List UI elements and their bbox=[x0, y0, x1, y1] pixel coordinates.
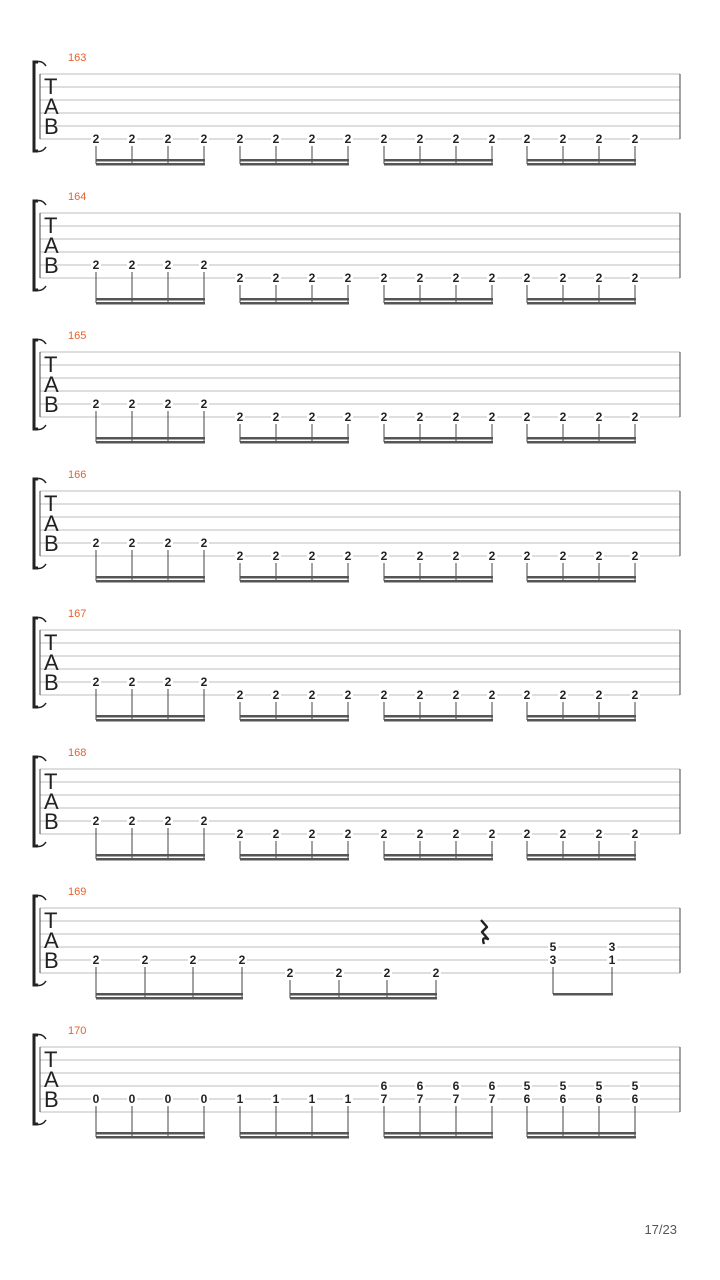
beam bbox=[527, 159, 636, 162]
beam bbox=[527, 715, 636, 718]
fret-number: 6 bbox=[380, 1079, 388, 1093]
fret-number: 2 bbox=[236, 688, 244, 702]
measure-number: 170 bbox=[68, 1025, 87, 1037]
fret-number: 7 bbox=[452, 1092, 460, 1106]
beam bbox=[240, 437, 349, 440]
bracket-hook-bottom bbox=[36, 147, 46, 152]
beam-secondary bbox=[527, 163, 636, 166]
fret-number: 2 bbox=[200, 814, 208, 828]
beam bbox=[240, 298, 349, 301]
fret-number: 2 bbox=[200, 132, 208, 146]
beam-secondary bbox=[527, 441, 636, 444]
beam bbox=[384, 1132, 493, 1135]
beam bbox=[384, 854, 493, 857]
beam-secondary bbox=[96, 997, 243, 1000]
tab-letter-a: A bbox=[44, 511, 59, 536]
fret-number: 2 bbox=[595, 549, 603, 563]
beam bbox=[96, 159, 205, 162]
bracket-hook-top bbox=[36, 757, 46, 762]
beam bbox=[240, 576, 349, 579]
beam bbox=[384, 715, 493, 718]
fret-number: 2 bbox=[238, 953, 246, 967]
fret-number: 2 bbox=[128, 258, 136, 272]
system-bracket bbox=[34, 62, 38, 151]
fret-number: 2 bbox=[383, 966, 391, 980]
beam bbox=[290, 993, 437, 996]
fret-number: 2 bbox=[416, 410, 424, 424]
beam bbox=[96, 298, 205, 301]
fret-number: 6 bbox=[523, 1092, 531, 1106]
fret-number: 2 bbox=[416, 688, 424, 702]
tab-letter-a: A bbox=[44, 789, 59, 814]
beam bbox=[384, 159, 493, 162]
fret-number: 2 bbox=[92, 675, 100, 689]
fret-number: 2 bbox=[523, 410, 531, 424]
beam bbox=[527, 1132, 636, 1135]
fret-number: 7 bbox=[416, 1092, 424, 1106]
tab-letter-t: T bbox=[44, 630, 58, 655]
bracket-hook-top bbox=[36, 479, 46, 484]
fret-number: 2 bbox=[236, 827, 244, 841]
fret-number: 2 bbox=[523, 688, 531, 702]
fret-number: 2 bbox=[559, 410, 567, 424]
bracket-hook-top bbox=[36, 201, 46, 206]
tab-letter-b: B bbox=[44, 948, 59, 973]
beam-secondary bbox=[240, 858, 349, 861]
fret-number: 2 bbox=[308, 827, 316, 841]
fret-number: 2 bbox=[92, 953, 100, 967]
fret-number: 3 bbox=[549, 953, 557, 967]
fret-number: 2 bbox=[416, 271, 424, 285]
beam-secondary bbox=[527, 1136, 636, 1139]
measure-number: 166 bbox=[68, 469, 87, 481]
beam-secondary bbox=[384, 163, 493, 166]
fret-number: 2 bbox=[141, 953, 149, 967]
fret-number: 2 bbox=[559, 271, 567, 285]
beam-secondary bbox=[96, 858, 205, 861]
bracket-hook-top bbox=[36, 340, 46, 345]
beam bbox=[527, 437, 636, 440]
beam bbox=[96, 715, 205, 718]
fret-number: 2 bbox=[308, 549, 316, 563]
beam-secondary bbox=[96, 1136, 205, 1139]
tab-letter-t: T bbox=[44, 908, 58, 933]
beam bbox=[240, 715, 349, 718]
fret-number: 2 bbox=[380, 549, 388, 563]
beam bbox=[527, 854, 636, 857]
bracket-hook-bottom bbox=[36, 425, 46, 430]
fret-number: 6 bbox=[452, 1079, 460, 1093]
fret-number: 2 bbox=[308, 271, 316, 285]
beam bbox=[384, 437, 493, 440]
fret-number: 2 bbox=[488, 271, 496, 285]
fret-number: 2 bbox=[452, 549, 460, 563]
tab-letter-t: T bbox=[44, 1047, 58, 1072]
beam-secondary bbox=[240, 580, 349, 583]
beam bbox=[384, 298, 493, 301]
fret-number: 5 bbox=[523, 1079, 531, 1093]
system-bracket bbox=[34, 896, 38, 985]
fret-number: 2 bbox=[164, 536, 172, 550]
tab-letter-b: B bbox=[44, 1087, 59, 1112]
fret-number: 1 bbox=[236, 1092, 244, 1106]
page-number: 17/23 bbox=[644, 1222, 677, 1237]
fret-number: 2 bbox=[432, 966, 440, 980]
tab-letter-a: A bbox=[44, 372, 59, 397]
beam bbox=[96, 993, 243, 996]
fret-number: 1 bbox=[608, 953, 616, 967]
beam-secondary bbox=[96, 302, 205, 305]
beam-secondary bbox=[240, 163, 349, 166]
beam bbox=[553, 993, 613, 996]
tab-letter-a: A bbox=[44, 928, 59, 953]
tab-letter-b: B bbox=[44, 253, 59, 278]
tab-letter-t: T bbox=[44, 213, 58, 238]
fret-number: 2 bbox=[488, 132, 496, 146]
fret-number: 6 bbox=[416, 1079, 424, 1093]
fret-number: 2 bbox=[236, 410, 244, 424]
tab-letter-b: B bbox=[44, 392, 59, 417]
fret-number: 0 bbox=[92, 1092, 100, 1106]
beam-secondary bbox=[384, 719, 493, 722]
bracket-hook-bottom bbox=[36, 286, 46, 291]
system-bracket bbox=[34, 479, 38, 568]
fret-number: 2 bbox=[128, 397, 136, 411]
fret-number: 2 bbox=[164, 258, 172, 272]
fret-number: 2 bbox=[380, 132, 388, 146]
fret-number: 2 bbox=[128, 814, 136, 828]
beam-secondary bbox=[527, 302, 636, 305]
fret-number: 2 bbox=[164, 132, 172, 146]
beam-secondary bbox=[240, 302, 349, 305]
fret-number: 2 bbox=[128, 675, 136, 689]
fret-number: 5 bbox=[549, 940, 557, 954]
fret-number: 2 bbox=[416, 132, 424, 146]
bracket-hook-top bbox=[36, 896, 46, 901]
fret-number: 2 bbox=[595, 410, 603, 424]
fret-number: 2 bbox=[164, 397, 172, 411]
fret-number: 1 bbox=[272, 1092, 280, 1106]
bracket-hook-bottom bbox=[36, 564, 46, 569]
beam-secondary bbox=[96, 441, 205, 444]
fret-number: 1 bbox=[344, 1092, 352, 1106]
fret-number: 2 bbox=[559, 688, 567, 702]
fret-number: 2 bbox=[308, 410, 316, 424]
fret-number: 2 bbox=[92, 258, 100, 272]
fret-number: 2 bbox=[200, 397, 208, 411]
fret-number: 3 bbox=[608, 940, 616, 954]
bracket-hook-bottom bbox=[36, 981, 46, 986]
measure-number: 163 bbox=[68, 52, 87, 64]
fret-number: 2 bbox=[595, 132, 603, 146]
beam-secondary bbox=[384, 1136, 493, 1139]
fret-number: 2 bbox=[380, 410, 388, 424]
fret-number: 2 bbox=[308, 688, 316, 702]
fret-number: 2 bbox=[595, 688, 603, 702]
fret-number: 2 bbox=[344, 688, 352, 702]
fret-number: 2 bbox=[344, 549, 352, 563]
fret-number: 2 bbox=[380, 271, 388, 285]
tab-letter-t: T bbox=[44, 352, 58, 377]
beam-secondary bbox=[96, 580, 205, 583]
tab-letter-b: B bbox=[44, 114, 59, 139]
fret-number: 2 bbox=[488, 549, 496, 563]
beam bbox=[96, 854, 205, 857]
fret-number: 2 bbox=[308, 132, 316, 146]
fret-number: 2 bbox=[595, 827, 603, 841]
fret-number: 2 bbox=[344, 271, 352, 285]
beam bbox=[96, 576, 205, 579]
fret-number: 2 bbox=[344, 410, 352, 424]
beam-secondary bbox=[384, 441, 493, 444]
bracket-hook-bottom bbox=[36, 842, 46, 847]
fret-number: 2 bbox=[236, 271, 244, 285]
beam-secondary bbox=[384, 580, 493, 583]
fret-number: 2 bbox=[272, 271, 280, 285]
system-bracket bbox=[34, 1035, 38, 1124]
fret-number: 2 bbox=[523, 827, 531, 841]
beam-secondary bbox=[290, 997, 437, 1000]
fret-number: 2 bbox=[559, 549, 567, 563]
fret-number: 2 bbox=[488, 688, 496, 702]
fret-number: 2 bbox=[452, 827, 460, 841]
measure-number: 169 bbox=[68, 886, 87, 898]
fret-number: 5 bbox=[559, 1079, 567, 1093]
measure-number: 165 bbox=[68, 330, 87, 342]
fret-number: 2 bbox=[200, 258, 208, 272]
measure-number: 168 bbox=[68, 747, 87, 759]
beam bbox=[240, 159, 349, 162]
beam bbox=[527, 298, 636, 301]
fret-number: 5 bbox=[595, 1079, 603, 1093]
fret-number: 2 bbox=[92, 536, 100, 550]
fret-number: 2 bbox=[452, 132, 460, 146]
fret-number: 5 bbox=[631, 1079, 639, 1093]
fret-number: 2 bbox=[164, 814, 172, 828]
tab-letter-b: B bbox=[44, 809, 59, 834]
fret-number: 6 bbox=[488, 1079, 496, 1093]
fret-number: 2 bbox=[272, 688, 280, 702]
fret-number: 2 bbox=[631, 132, 639, 146]
fret-number: 2 bbox=[189, 953, 197, 967]
fret-number: 2 bbox=[164, 675, 172, 689]
fret-number: 2 bbox=[344, 827, 352, 841]
bracket-hook-bottom bbox=[36, 703, 46, 708]
tab-letter-t: T bbox=[44, 769, 58, 794]
fret-number: 2 bbox=[523, 549, 531, 563]
fret-number: 2 bbox=[92, 397, 100, 411]
fret-number: 7 bbox=[380, 1092, 388, 1106]
fret-number: 2 bbox=[631, 827, 639, 841]
fret-number: 2 bbox=[488, 827, 496, 841]
beam bbox=[240, 854, 349, 857]
fret-number: 6 bbox=[595, 1092, 603, 1106]
fret-number: 2 bbox=[631, 410, 639, 424]
fret-number: 2 bbox=[416, 827, 424, 841]
beam-secondary bbox=[240, 719, 349, 722]
system-bracket bbox=[34, 618, 38, 707]
fret-number: 2 bbox=[200, 675, 208, 689]
fret-number: 2 bbox=[128, 132, 136, 146]
beam bbox=[240, 1132, 349, 1135]
tab-letter-b: B bbox=[44, 531, 59, 556]
fret-number: 2 bbox=[488, 410, 496, 424]
fret-number: 2 bbox=[452, 688, 460, 702]
fret-number: 2 bbox=[286, 966, 294, 980]
fret-number: 2 bbox=[631, 271, 639, 285]
fret-number: 2 bbox=[236, 549, 244, 563]
system-bracket bbox=[34, 201, 38, 290]
fret-number: 2 bbox=[272, 549, 280, 563]
beam-secondary bbox=[527, 858, 636, 861]
fret-number: 0 bbox=[200, 1092, 208, 1106]
fret-number: 0 bbox=[164, 1092, 172, 1106]
beam-secondary bbox=[384, 302, 493, 305]
fret-number: 6 bbox=[559, 1092, 567, 1106]
system-bracket bbox=[34, 340, 38, 429]
fret-number: 1 bbox=[308, 1092, 316, 1106]
fret-number: 2 bbox=[523, 132, 531, 146]
tab-letter-t: T bbox=[44, 491, 58, 516]
beam bbox=[96, 437, 205, 440]
beam bbox=[527, 576, 636, 579]
fret-number: 7 bbox=[488, 1092, 496, 1106]
fret-number: 2 bbox=[92, 132, 100, 146]
fret-number: 2 bbox=[272, 827, 280, 841]
tab-letter-a: A bbox=[44, 94, 59, 119]
measure-number: 167 bbox=[68, 608, 87, 620]
fret-number: 2 bbox=[631, 688, 639, 702]
fret-number: 2 bbox=[595, 271, 603, 285]
beam-secondary bbox=[96, 163, 205, 166]
tab-letter-a: A bbox=[44, 233, 59, 258]
beam bbox=[384, 576, 493, 579]
fret-number: 2 bbox=[335, 966, 343, 980]
fret-number: 2 bbox=[416, 549, 424, 563]
beam-secondary bbox=[527, 719, 636, 722]
fret-number: 6 bbox=[631, 1092, 639, 1106]
beam-secondary bbox=[240, 441, 349, 444]
fret-number: 2 bbox=[128, 536, 136, 550]
fret-number: 2 bbox=[272, 410, 280, 424]
fret-number: 2 bbox=[200, 536, 208, 550]
fret-number: 2 bbox=[236, 132, 244, 146]
bracket-hook-top bbox=[36, 618, 46, 623]
beam bbox=[96, 1132, 205, 1135]
beam-secondary bbox=[384, 858, 493, 861]
system-bracket bbox=[34, 757, 38, 846]
fret-number: 2 bbox=[92, 814, 100, 828]
beam-secondary bbox=[527, 580, 636, 583]
fret-number: 2 bbox=[523, 271, 531, 285]
fret-number: 2 bbox=[380, 688, 388, 702]
fret-number: 2 bbox=[272, 132, 280, 146]
fret-number: 0 bbox=[128, 1092, 136, 1106]
tab-letter-a: A bbox=[44, 1067, 59, 1092]
bracket-hook-bottom bbox=[36, 1120, 46, 1125]
tab-letter-a: A bbox=[44, 650, 59, 675]
tab-letter-b: B bbox=[44, 670, 59, 695]
fret-number: 2 bbox=[380, 827, 388, 841]
bracket-hook-top bbox=[36, 1035, 46, 1040]
fret-number: 2 bbox=[559, 132, 567, 146]
tab-letter-t: T bbox=[44, 74, 58, 99]
beam-secondary bbox=[240, 1136, 349, 1139]
measure-number: 164 bbox=[68, 191, 87, 203]
fret-number: 2 bbox=[559, 827, 567, 841]
fret-number: 2 bbox=[452, 410, 460, 424]
quarter-rest-symbol bbox=[481, 920, 488, 944]
fret-number: 2 bbox=[452, 271, 460, 285]
beam-secondary bbox=[96, 719, 205, 722]
fret-number: 2 bbox=[344, 132, 352, 146]
fret-number: 2 bbox=[631, 549, 639, 563]
bracket-hook-top bbox=[36, 62, 46, 67]
